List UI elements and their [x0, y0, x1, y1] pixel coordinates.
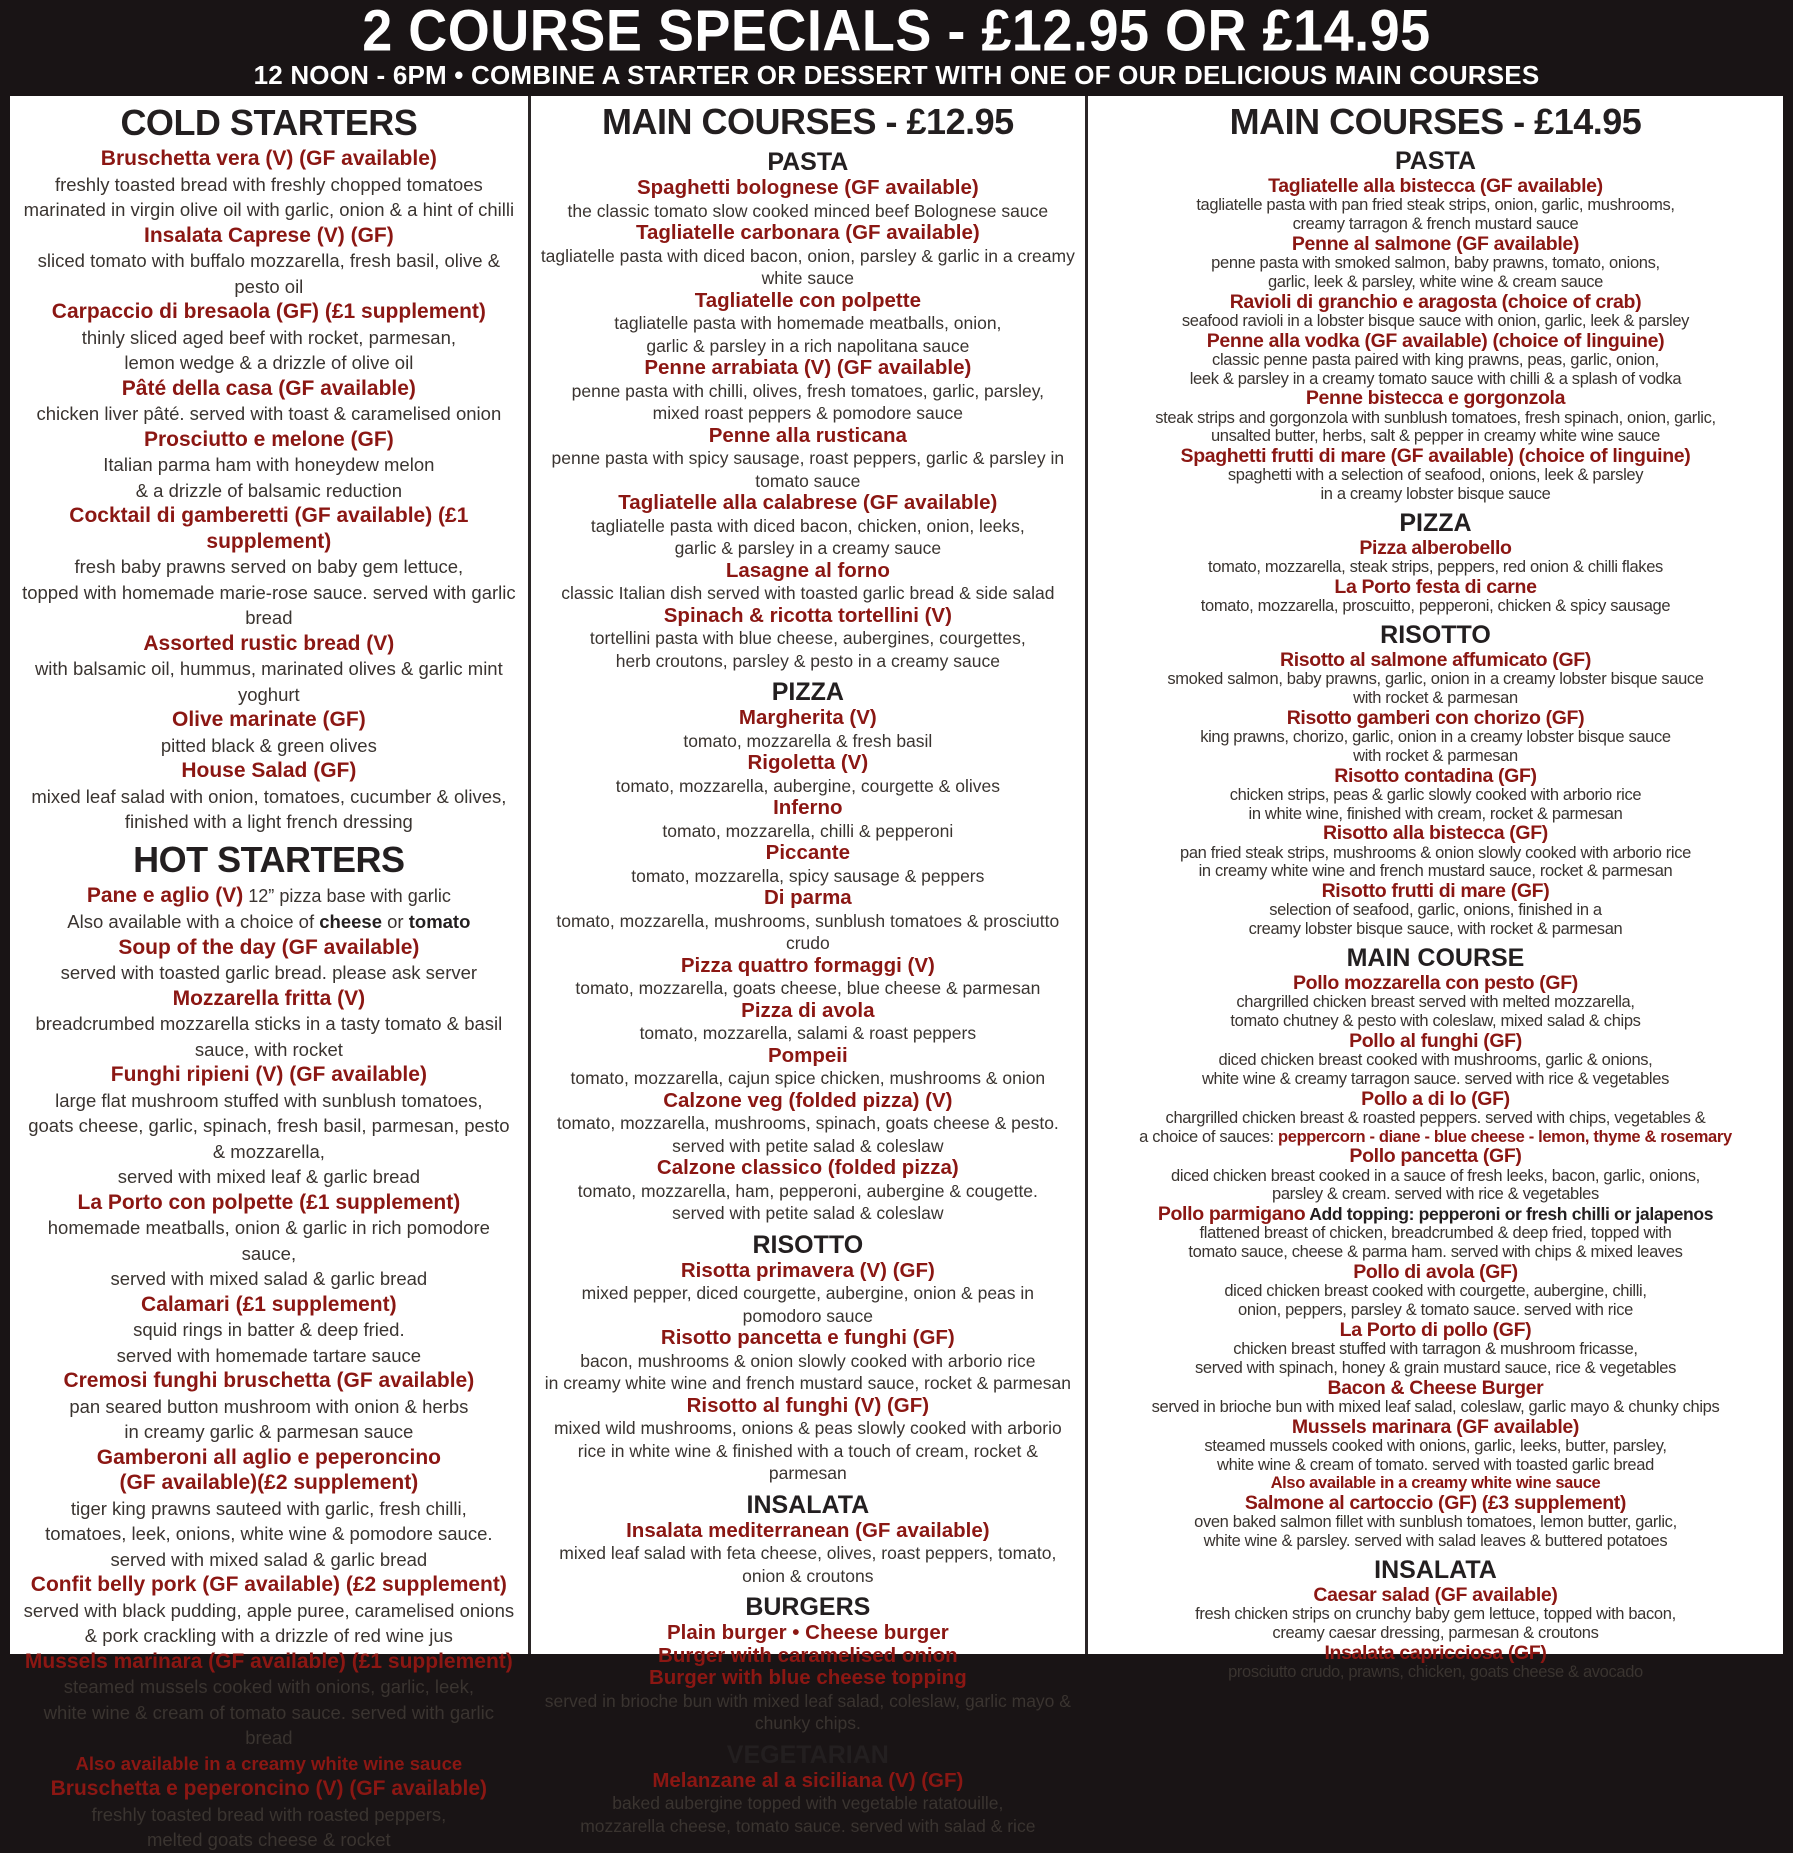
item-name: Lasagne al forno — [725, 558, 890, 582]
item-name: Pollo pancetta (GF) — [1349, 1145, 1522, 1168]
item-name: Burger with blue cheese topping — [648, 1666, 967, 1689]
item-name: Calzone classico (folded pizza) — [656, 1156, 959, 1179]
starters-column — [10, 96, 528, 1850]
item-name: Pane e aglio (V) 12” pizza base with garlic — [86, 883, 451, 907]
item-description: served with black pudding, apple puree, caramelised onions — [23, 1599, 515, 1621]
item-description: rice in white wine & finished with a touch of cream, rocket & parmesan — [577, 1440, 1038, 1483]
section-heading: RISOTTO — [1380, 620, 1491, 649]
item-name: Risotto frutti di mare (GF) — [1321, 880, 1550, 903]
item-description: creamy lobster bisque sauce, with rocket & parmesan — [1248, 920, 1623, 939]
menu-item — [541, 1622, 1075, 1645]
item-description: tomato, mozzarella, aubergine, courgette & olives — [615, 775, 1000, 796]
menu-item — [1098, 823, 1773, 881]
menu-item — [541, 222, 1075, 290]
item-name: Bruschetta e peperoncino (V) (GF available) — [50, 1777, 488, 1800]
item-name: La Porto di pollo (GF) — [1339, 1318, 1532, 1341]
item-description: garlic & parsley in a rich napolitana sauce — [646, 335, 970, 356]
item-name: Calzone veg (folded pizza) (V) — [663, 1088, 953, 1112]
item-name: Gamberoni all aglio e peperoncino — [96, 1445, 441, 1469]
section-heading: INSALATA — [746, 1490, 870, 1519]
section-heading: VEGETARIAN — [726, 1740, 889, 1769]
item-description: served with mixed salad & garlic bread — [110, 1268, 428, 1289]
menu-item — [1098, 1262, 1773, 1320]
item-description: with rocket & parmesan — [1353, 746, 1518, 765]
menu-item — [541, 1520, 1075, 1588]
menu-item — [20, 1292, 518, 1369]
item-name: Tagliatelle con polpette — [694, 288, 921, 312]
menu-item — [541, 560, 1075, 605]
item-description: chargrilled chicken breast & roasted peppers. served with chips, vegetables & — [1165, 1108, 1706, 1127]
item-description: diced chicken breast cooked in a sauce of fresh leeks, bacon, garlic, onions, — [1171, 1166, 1700, 1185]
item-description: pan seared button mushroom with onion & herbs — [69, 1395, 469, 1417]
item-name: Risotto pancetta e funghi (GF) — [660, 1326, 955, 1349]
column-title: MAIN COURSES - £14.95 — [1229, 101, 1642, 142]
menu-item — [1098, 1417, 1773, 1494]
item-description: in creamy white wine and french mustard sauce, rocket & parmesan — [1198, 862, 1673, 881]
menu-item — [20, 223, 518, 300]
item-name: Pompeii — [767, 1043, 848, 1067]
item-description: chicken strips, peas & garlic slowly cooked with arborio rice — [1229, 785, 1642, 804]
item-description: baked aubergine topped with vegetable ratatouille, — [612, 1793, 1004, 1813]
item-description: large flat mushroom stuffed with sunblush tomatoes, — [55, 1089, 483, 1111]
item-description: tomato, mozzarella, spicy sausage & peppers — [631, 865, 985, 886]
item-description: squid rings in batter & deep fried. — [133, 1319, 405, 1340]
menu-item — [541, 1090, 1075, 1158]
item-name: Mozzarella fritta (V) — [172, 986, 366, 1010]
item-description: tomato, mozzarella, chilli & pepperoni — [662, 820, 954, 841]
item-name: La Porto festa di carne — [1334, 575, 1537, 598]
section-heading: HOT STARTERS — [133, 838, 405, 880]
item-description: onion, peppers, parsley & tomato sauce. served with rice — [1238, 1300, 1633, 1319]
menu-item — [541, 425, 1075, 493]
item-name: Bruschetta vera (V) (GF available) — [100, 147, 437, 170]
item-description: tomato, mozzarella, mushrooms, spinach, goats cheese & pesto. — [556, 1113, 1059, 1133]
item-description: in a creamy lobster bisque sauce — [1320, 485, 1551, 504]
menu-item — [541, 1770, 1075, 1838]
item-description: penne pasta with smoked salmon, baby prawns, tomato, onions, — [1211, 254, 1660, 272]
item-description: & pork crackling with a drizzle of red wine jus — [84, 1625, 453, 1646]
item-name: Risotto al funghi (V) (GF) — [686, 1393, 930, 1417]
menu-item — [1098, 1585, 1773, 1643]
menu-item — [541, 492, 1075, 560]
menu-item — [20, 1062, 518, 1190]
item-description: goats cheese, garlic, spinach, fresh basil, parmesan, pesto & mozzarella, — [28, 1115, 510, 1162]
specials-banner — [0, 0, 1793, 96]
item-description: chicken liver pâté. served with toast & caramelised onion — [36, 403, 502, 424]
section-heading: PASTA — [1394, 147, 1476, 175]
item-description: served in brioche bun with mixed leaf salad, coleslaw, garlic mayo & chunky chips — [1151, 1397, 1720, 1416]
section-heading: BURGERS — [745, 1593, 871, 1621]
item-description: tomato, mozzarella, steak strips, peppers, red onion & chilli flakes — [1208, 558, 1663, 577]
item-description: steamed mussels cooked with onions, garlic, leek, — [63, 1676, 474, 1697]
item-description: creamy tarragon & french mustard sauce — [1292, 215, 1579, 233]
menu-item — [541, 1645, 1075, 1668]
item-description: king prawns, chorizo, garlic, onion in a creamy lobster bisque sauce — [1200, 727, 1671, 746]
section-heading: PIZZA — [771, 678, 844, 706]
item-description: penne pasta with chilli, olives, fresh tomatoes, garlic, parsley, — [571, 380, 1045, 401]
menu-item — [541, 1157, 1075, 1225]
item-description: leek & parsley in a creamy tomato sauce with chilli & a splash of vodka — [1189, 369, 1682, 388]
item-description: steamed mussels cooked with onions, garlic, leeks, butter, parsley, — [1204, 1436, 1667, 1455]
item-description: white wine & cream of tomato sauce. served with garlic bread — [43, 1701, 495, 1748]
item-name: Penne bistecca e gorgonzola — [1305, 387, 1566, 410]
item-description: mixed leaf salad with onion, tomatoes, cucumber & olives, — [31, 785, 507, 807]
item-description: served with homemade tartare sauce — [116, 1344, 422, 1366]
menu-item — [20, 376, 518, 427]
item-description: tomato, mozzarella, goats cheese, blue cheese & parmesan — [575, 978, 1041, 998]
item-name: Risotto alla bistecca (GF) — [1323, 822, 1548, 845]
item-description: pan fried steak strips, mushrooms & onion slowly cooked with arborio rice — [1180, 843, 1691, 862]
item-name: Mussels marinara (GF available) (£1 supplement) — [24, 1649, 513, 1673]
menu-item — [1098, 1643, 1773, 1682]
item-name: Burger with caramelised onion — [658, 1643, 958, 1667]
item-description: served in brioche bun with mixed leaf salad, coleslaw, garlic mayo & chunky chips. — [544, 1690, 1071, 1733]
item-name: Rigoletta (V) — [747, 751, 869, 774]
menu-item — [1098, 1204, 1773, 1262]
item-description: penne pasta with spicy sausage, roast peppers, garlic & parsley in tomato sauce — [551, 448, 1065, 491]
menu-item — [20, 299, 518, 376]
item-name: Tagliatelle carbonara (GF available) — [635, 221, 980, 244]
item-description: tomato, mozzarella, ham, pepperoni, aubergine & cougette. — [577, 1180, 1038, 1201]
menu-item — [20, 631, 518, 708]
item-name: Risotto al salmone affumicato (GF) — [1280, 648, 1591, 671]
item-description: white wine & parsley. served with salad leaves & buttered potatoes — [1203, 1532, 1668, 1551]
item-name: Di parma — [763, 886, 852, 909]
item-description: mixed pepper, diced courgette, aubergine, onion & peas in pomodoro sauce — [581, 1283, 1035, 1326]
item-description: mixed roast peppers & pomodore sauce — [652, 403, 963, 423]
item-description: unsalted butter, herbs, salt & pepper in creamy white wine sauce — [1210, 427, 1660, 446]
menu-item — [20, 427, 518, 504]
item-name: Prosciutto e melone (GF) — [144, 427, 394, 451]
item-name: Olive marinate (GF) — [171, 708, 366, 731]
menu-item — [20, 883, 518, 935]
menu-item — [20, 758, 518, 835]
menu-item — [20, 503, 518, 631]
item-name: Soup of the day (GF available) — [118, 935, 420, 959]
item-name: Pollo a di lo (GF) — [1361, 1087, 1510, 1110]
item-description: with rocket & parmesan — [1353, 688, 1518, 707]
item-name: Pâté della casa (GF available) — [121, 376, 416, 400]
item-description: white wine & creamy tarragon sauce. served with rice & vegetables — [1201, 1069, 1669, 1088]
item-description: garlic & parsley in a creamy sauce — [674, 538, 942, 558]
item-name: Ravioli di granchio e aragosta (choice of crab) — [1229, 290, 1642, 313]
item-name: Calamari (£1 supplement) — [141, 1292, 397, 1316]
item-description: prosciutto crudo, prawns, chicken, goats cheese & avocado — [1228, 1662, 1643, 1681]
item-description: the classic tomato slow cooked minced beef Bolognese sauce — [567, 200, 1049, 221]
item-name: Piccante — [765, 841, 850, 864]
item-description: herb croutons, parsley & pesto in a creamy sauce — [615, 650, 1000, 671]
item-name: House Salad (GF) — [181, 759, 357, 782]
item-description: tomato sauce, cheese & parma ham. served with chips & mixed leaves — [1188, 1243, 1683, 1262]
item-description: Also available with a choice of cheese or tomato — [67, 911, 471, 932]
item-name: Risotto contadina (GF) — [1334, 764, 1537, 787]
menu-item — [1098, 1378, 1773, 1417]
item-description: tomato chutney & pesto with coleslaw, mixed salad & chips — [1230, 1011, 1641, 1030]
menu-item — [1098, 1146, 1773, 1204]
item-description: melted goats cheese & rocket — [146, 1829, 391, 1850]
item-description: white wine & cream of tomato. served with toasted garlic bread — [1217, 1455, 1654, 1474]
item-description: pitted black & green olives — [160, 734, 377, 756]
menu-item — [541, 1327, 1075, 1395]
section-heading: RISOTTO — [752, 1230, 864, 1259]
menu-item — [1098, 538, 1773, 577]
item-description: mozzarella cheese, tomato sauce. served with salad & rice — [580, 1815, 1036, 1836]
item-name: Funghi ripieni (V) (GF available) — [110, 1063, 427, 1086]
menu-item — [1098, 766, 1773, 824]
menu-item — [20, 1190, 518, 1292]
item-description: mixed wild mushrooms, onions & peas slowly cooked with arborio — [553, 1418, 1062, 1438]
menu-item — [541, 605, 1075, 673]
item-name: Confit belly pork (GF available) (£2 supplement) — [30, 1573, 507, 1596]
item-description: marinated in virgin olive oil with garlic, onion & a hint of chilli — [23, 199, 515, 220]
item-description: spaghetti with a selection of seafood, onions, leek & parsley — [1227, 466, 1644, 485]
item-description: freshly toasted bread with roasted peppers, — [91, 1803, 447, 1825]
item-description: with balsamic oil, hummus, marinated olives & garlic mint yoghurt — [34, 658, 503, 705]
item-description: in creamy garlic & parmesan sauce — [124, 1421, 414, 1442]
item-description: tagliatelle pasta with pan fried steak strips, onion, garlic, mushrooms, — [1196, 196, 1675, 215]
item-description: tomato, mozzarella, salami & roast peppers — [639, 1023, 977, 1043]
item-name: Pizza quattro formaggi (V) — [680, 953, 935, 977]
item-description: freshly toasted bread with freshly chopped tomatoes — [54, 173, 483, 195]
menu-item — [541, 842, 1075, 887]
item-description: homemade meatballs, onion & garlic in rich pomodore sauce, — [47, 1217, 490, 1264]
mains-1295-column — [528, 96, 1088, 1836]
item-description: diced chicken breast cooked with courgette, aubergine, chilli, — [1224, 1282, 1647, 1301]
menu-item — [20, 146, 518, 223]
item-name: Insalata Caprese (V) (GF) — [143, 223, 394, 247]
section-heading: PIZZA — [1399, 508, 1472, 537]
item-note: Also available in a creamy white wine sauce — [75, 1752, 463, 1774]
item-description: parsley & cream. served with rice & vegetables — [1272, 1185, 1599, 1204]
item-description: served with petite salad & coleslaw — [672, 1203, 944, 1223]
column-title: MAIN COURSES - £12.95 — [602, 101, 1014, 142]
item-description: a choice of sauces: peppercorn - diane - blue cheese - lemon, thyme & rosemary — [1139, 1127, 1732, 1146]
menu-item — [541, 1260, 1075, 1328]
menu-item — [1098, 331, 1773, 389]
item-description: tomato, mozzarella, mushrooms, sunblush tomatoes & prosciutto crudo — [556, 910, 1060, 953]
menu-item — [1098, 1089, 1773, 1147]
menu-item — [541, 707, 1075, 752]
item-description: in white wine, finished with cream, rocket & parmesan — [1248, 804, 1623, 823]
item-name: Risotta primavera (V) (GF) — [680, 1258, 935, 1282]
item-description: served with mixed leaf & garlic bread — [117, 1166, 420, 1187]
item-name: Tagliatelle alla bistecca (GF available) — [1268, 175, 1603, 197]
item-name: Cremosi funghi bruschetta (GF available) — [63, 1369, 475, 1392]
menu-item — [1098, 973, 1773, 1031]
menu-item — [20, 1445, 518, 1573]
menu-item — [541, 1000, 1075, 1045]
menu-item — [1098, 650, 1773, 708]
menu-item — [1098, 446, 1773, 504]
item-name: Plain burger • Cheese burger — [666, 1621, 949, 1644]
item-description: smoked salmon, baby prawns, garlic, onion in a creamy lobster bisque sauce — [1167, 670, 1704, 689]
item-name: Caesar salad (GF available) — [1313, 1583, 1558, 1606]
item-description: served with mixed salad & garlic bread — [110, 1548, 428, 1570]
mains-1495-column — [1088, 96, 1783, 1681]
banner-subtitle: 12 NOON - 6PM • COMBINE A STARTER OR DESSERT WITH ONE OF OUR DELICIOUS MAIN COURSES — [253, 60, 1540, 90]
item-name: La Porto con polpette (£1 supplement) — [77, 1190, 461, 1214]
menu-item — [20, 935, 518, 986]
menu-item — [541, 1667, 1075, 1735]
menu-item — [541, 797, 1075, 842]
item-description: flattened breast of chicken, breadcrumbed & deep fried, topped with — [1199, 1224, 1672, 1243]
item-name: Insalata mediterranean (GF available) — [626, 1518, 990, 1542]
item-name: Spaghetti frutti di mare (GF available) (choice of linguine) — [1180, 445, 1691, 468]
item-name: Assorted rustic bread (V) — [143, 631, 395, 655]
item-description: garlic, leek & parsley, white wine & cream sauce — [1267, 272, 1603, 291]
item-description: thinly sliced aged beef with rocket, parmesan, — [81, 326, 456, 348]
item-description: tagliatelle pasta with homemade meatballs, onion, — [614, 313, 1002, 333]
menu-item — [541, 357, 1075, 425]
item-description: sliced tomato with buffalo mozzarella, fresh basil, olive & pesto oil — [37, 250, 501, 297]
item-description: fresh baby prawns served on baby gem lettuce, — [74, 556, 464, 577]
menu-item — [541, 1045, 1075, 1090]
menu-item — [1098, 577, 1773, 616]
menu-item — [541, 177, 1075, 222]
item-name: Tagliatelle alla calabrese (GF available) — [618, 491, 998, 514]
banner-title: 2 COURSE SPECIALS - £12.95 OR £14.95 — [362, 0, 1431, 64]
item-name-line2: (GF available)(£2 supplement) — [119, 1471, 419, 1494]
menu-item — [20, 986, 518, 1063]
item-name: Carpaccio di bresaola (GF) (£1 supplement) — [51, 300, 486, 323]
menu-item — [1098, 176, 1773, 234]
menu-item — [20, 1649, 518, 1777]
item-note: Also available in a creamy white wine sauce — [1270, 1474, 1601, 1493]
menu-item — [20, 1572, 518, 1649]
item-name: Penne alla vodka (GF available) (choice of linguine) — [1206, 329, 1665, 352]
item-name: Risotto gamberi con chorizo (GF) — [1286, 706, 1585, 729]
item-name: Cocktail di gamberetti (GF available) (£1 supplement) — [69, 504, 469, 553]
item-description: served with spinach, honey & grain mustard sauce, rice & vegetables — [1194, 1358, 1676, 1377]
item-description: breadcrumbed mozzarella sticks in a tasty tomato & basil sauce, with rocket — [35, 1013, 503, 1060]
item-name: Pollo di avola (GF) — [1353, 1260, 1518, 1283]
item-description: tomato, mozzarella, cajun spice chicken, mushrooms & onion — [570, 1068, 1046, 1088]
item-name: Penne al salmone (GF available) — [1291, 232, 1580, 255]
item-name: Pizza di avola — [741, 998, 875, 1022]
item-description: oven baked salmon fillet with sunblush tomatoes, lemon butter, garlic, — [1194, 1513, 1677, 1532]
menu-item — [1098, 388, 1773, 446]
menu-item — [541, 887, 1075, 955]
item-description: mixed leaf salad with feta cheese, olives, roast peppers, tomato, onion & croutons — [559, 1543, 1057, 1586]
menu-item — [1098, 234, 1773, 292]
item-description: & a drizzle of balsamic reduction — [135, 479, 403, 501]
item-name: Penne arrabiata (V) (GF available) — [644, 356, 972, 379]
item-name: Spinach & ricotta tortellini (V) — [663, 603, 952, 627]
item-description: topped with homemade marie-rose sauce. served with garlic bread — [22, 581, 516, 628]
section-heading: PASTA — [767, 148, 849, 176]
item-name: Pizza alberobello — [1359, 536, 1512, 559]
item-description: tiger king prawns sauteed with garlic, fresh chilli, — [70, 1497, 467, 1519]
item-description: chargrilled chicken breast served with melted mozzarella, — [1236, 993, 1635, 1012]
item-name: Melanzane al a siciliana (V) (GF) — [652, 1768, 964, 1792]
item-description: tagliatelle pasta with diced bacon, chicken, onion, leeks, — [590, 515, 1025, 536]
item-description: Italian parma ham with honeydew melon — [103, 454, 435, 475]
item-description: served with toasted garlic bread. please ask server — [60, 962, 478, 983]
menu-item — [1098, 292, 1773, 331]
item-name: Pollo mozzarella con pesto (GF) — [1293, 971, 1578, 994]
item-name: Pollo parmigano Add topping: pepperoni or fresh chilli or jalapenos — [1157, 1203, 1714, 1226]
section-heading: MAIN COURSE — [1346, 943, 1525, 972]
menu-item — [1098, 1320, 1773, 1378]
section-heading: INSALATA — [1374, 1555, 1497, 1584]
item-description: served with petite salad & coleslaw — [672, 1135, 944, 1156]
item-description: tomatoes, leek, onions, white wine & pomodore sauce. — [45, 1523, 493, 1544]
section-heading: COLD STARTERS — [120, 102, 418, 143]
item-name: Spaghetti bolognese (GF available) — [636, 176, 979, 199]
item-description: tomato, mozzarella & fresh basil — [683, 730, 933, 751]
item-description: fresh chicken strips on crunchy baby gem lettuce, topped with bacon, — [1195, 1605, 1676, 1624]
menu-sheet — [10, 96, 1783, 1850]
item-description: classic penne pasta paired with king prawns, peas, garlic, onion, — [1212, 350, 1659, 369]
item-name: Penne alla rusticana — [708, 423, 907, 447]
menu-item — [541, 290, 1075, 358]
menu-item — [20, 1368, 518, 1445]
item-name: Bacon & Cheese Burger — [1327, 1376, 1544, 1399]
item-description: seafood ravioli in a lobster bisque sauce with onion, garlic, leek & parsley — [1181, 311, 1690, 330]
menu-item — [541, 752, 1075, 797]
menu-item — [1098, 1031, 1773, 1089]
item-description: creamy caesar dressing, parmesan & croutons — [1272, 1623, 1599, 1642]
item-name: Margherita (V) — [738, 706, 877, 729]
item-description: diced chicken breast cooked with mushrooms, garlic & onions, — [1218, 1050, 1653, 1069]
item-name: Pollo al funghi (GF) — [1349, 1029, 1522, 1052]
menu-item — [1098, 1493, 1773, 1551]
item-description: tortellini pasta with blue cheese, aubergines, courgettes, — [589, 628, 1026, 648]
menu-item — [1098, 708, 1773, 766]
item-description: bacon, mushrooms & onion slowly cooked with arborio rice — [580, 1350, 1036, 1371]
item-description: lemon wedge & a drizzle of olive oil — [124, 352, 414, 373]
item-description: in creamy white wine and french mustard sauce, rocket & parmesan — [544, 1373, 1071, 1393]
menu-item — [541, 1395, 1075, 1485]
item-description: selection of seafood, garlic, onions, finished in a — [1269, 901, 1602, 920]
item-description: classic Italian dish served with toasted garlic bread & side salad — [561, 583, 1055, 603]
menu-item — [20, 707, 518, 758]
menu-item — [20, 1776, 518, 1853]
item-name: Inferno — [773, 796, 843, 819]
item-description: chicken breast stuffed with tarragon & mushroom fricasse, — [1233, 1339, 1638, 1358]
item-description: tomato, mozzarella, proscuitto, pepperoni, chicken & spicy sausage — [1200, 597, 1671, 616]
menu-item — [541, 955, 1075, 1000]
menu-item — [1098, 881, 1773, 939]
item-name: Insalata capricciosa (GF) — [1324, 1641, 1547, 1664]
item-description: tagliatelle pasta with diced bacon, onion, parsley & garlic in a creamy white sauce — [540, 245, 1075, 288]
item-description: steak strips and gorgonzola with sunblush tomatoes, fresh spinach, onion, garlic, — [1155, 408, 1716, 427]
item-name: Mussels marinara (GF available) — [1291, 1415, 1580, 1438]
item-name: Salmone al cartoccio (GF) (£3 supplement) — [1244, 1492, 1627, 1515]
item-description: finished with a light french dressing — [124, 811, 413, 832]
